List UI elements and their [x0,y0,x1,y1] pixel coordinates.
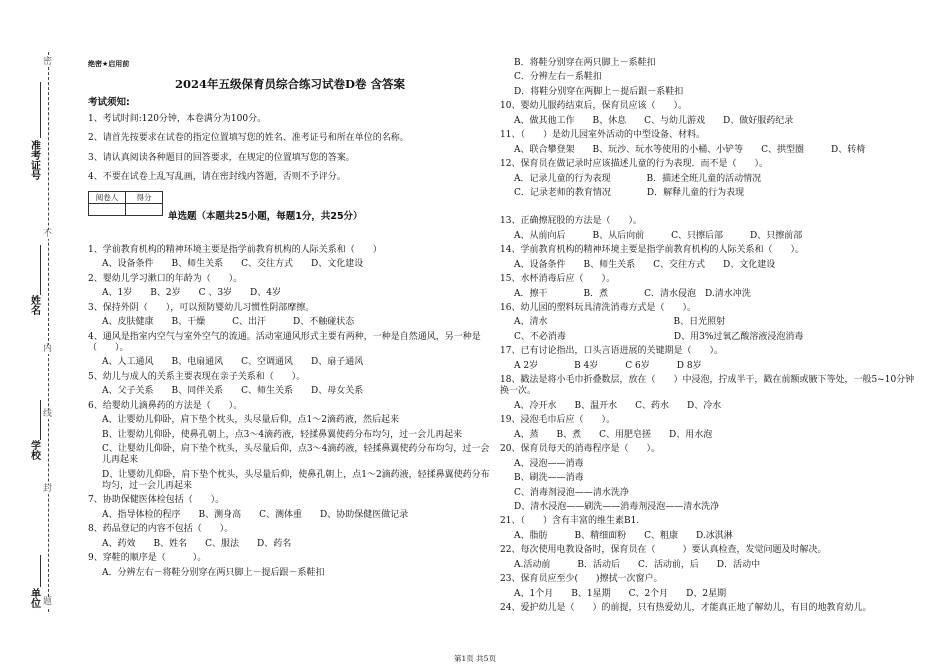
notice-item: 3、请认真阅读各种题目的回答要求，在规定的位置填写您的答案。 [88,152,355,163]
answer-options: D、让婴幼儿仰卧，肩下垫个枕头，头尽量后仰，使鼻孔朝上，点1～2滴药液，轻揉鼻翼使药分布均匀，过一会儿再起来 [102,469,490,491]
seal-mark: 密 [43,57,53,67]
answer-options: A、蒸 B、煮 C、用肥皂搓 D、用水泡 [514,429,713,440]
question-stem: 17、已有讨论指出，口头言语进展的关键期是（ ）。 [500,346,723,357]
question-stem: 23、保育员应至少( )擦拭一次窗户。 [500,574,663,585]
answer-options: A、1岁 B、2岁 C 、3岁 D、4岁 [102,288,281,299]
notice-item: 4、不要在试卷上乱写乱画，请在密封线内答题，否则不予评分。 [88,171,346,182]
answer-options: A、脂肪 B、精细面粉 C、粗康 D.冰淇淋 [514,530,733,541]
notice-item: 1、考试时间:120分钟，本卷满分为100分。 [88,114,267,124]
question-stem: 8、药品登记的内容不包括（ ）。 [88,524,234,535]
blank-line [40,82,41,138]
binding-margin [0,0,60,671]
reviewer-cell: 阅卷人 [89,192,126,204]
answer-options: A．分辨左右－将鞋分别穿在两只脚上－提后跟－系鞋扣 [102,567,325,578]
seal-mark: 内 [43,344,53,354]
answer-options: A、父子关系 B、同伴关系 C、师生关系 D、母女关系 [102,386,364,397]
seal-line [48,52,49,612]
question-list-right [500,58,920,614]
seal-mark: 线 [43,409,53,419]
answer-options: A、清水 B、日光照射 [514,317,726,328]
answer-options: A、从前向后 B、从后向前 C、只擦后部 D、只擦前部 [514,230,803,241]
answer-options: A、指导体检的程序 B、测身高 C、测体重 D、协助保健医做记录 [102,509,409,520]
page-title: 2024年五级保育员综合练习试卷D卷 含答案 [175,76,405,91]
answer-options: B、让婴幼儿仰卧，使鼻孔朝上，点3～4滴药液，轻揉鼻翼使药分布均匀，过一会儿再起来 [102,429,463,440]
answer-options: A、皮肤健康 B、干燥 C、出汗 D、不触碰状态 [102,317,355,328]
notice-item: 2、请首先按要求在试卷的指定位置填写您的姓名、准考证号和所在单位的名称。 [88,133,409,144]
question-stem: 6、给婴幼儿滴鼻药的方法是（ ）。 [88,400,243,411]
answer-options: A、药效 B、姓名 C、服法 D、药名 [102,538,292,549]
label-xingming: 姓名 [28,295,40,315]
question-stem: 3、保持外阴（ ），可以预防婴幼儿习惯性阴部摩擦。 [88,302,315,313]
blank-line [40,555,41,587]
answer-options: A、联合攀登架 B、玩沙、玩水等使用的小桶、小铲等 C、拱型圈 D、转椅 [514,144,866,155]
answer-options: A、让婴幼儿仰卧，肩下垫个枕头，头尽量后仰，点1～2滴药液，然后起来 [102,415,399,426]
question-stem: 22、每次使用电教设备时，保育员在（ ）要认真检查，发觉问题及时解决。 [500,545,827,556]
question-stem: 19、浸泡毛巾后应（ ）。 [500,415,615,426]
spacer [500,202,920,216]
section-heading: 单选题（本题共25小题，每题1分，共25分） [168,211,363,222]
seal-mark: 不 [43,229,53,239]
answer-options: A 2岁 B 4岁 C 6岁 D 8岁 [514,360,702,371]
question-stem: 4、通风是指室内空气与室外空气的流通。活动室通风形式主要有两种，一种是自然通风，另一种是（ ）。 [88,331,481,353]
answer-options: A、人工通风 B、电扇通风 C、空调通风 D、扇子通风 [102,357,364,368]
answer-options: C．记录老师的教育情况 D．解释儿童的行为表现 [514,187,745,198]
notice-list [88,114,492,183]
confidential-mark: 绝密★启用前 [88,60,130,68]
score-box [88,191,163,216]
left-column [88,60,492,582]
question-stem: 12、保育员在做记录时应该描述儿童的行为表现．而不是（ ）。 [500,159,768,170]
section-header [88,191,492,245]
answer-options: B、刷洗——消毒 [514,473,584,484]
label-xuexiao: 学校 [28,440,40,460]
score-blank[interactable] [126,204,163,216]
answer-options: C、让婴幼儿仰卧，肩下垫个枕头，头尽量后仰，点3～4滴药液，轻揉鼻翼使药分布均匀，过一会儿再起来 [102,443,490,466]
answer-options: B．将鞋分别穿在两只脚上－系鞋扣 [514,58,656,68]
question-stem: 20、保育员每天的消毒程序是（ ）。 [500,444,660,455]
question-list-left [88,245,492,579]
question-stem: 13、正确擦屁股的方法是（ ）。 [500,216,642,227]
answer-options: D、清水浸泡——刷洗——消毒剂浸泡——清水洗净 [514,501,720,512]
right-column [500,58,920,617]
question-stem: 10、婴幼儿服药结束后，保育员应该（ ）。 [500,101,687,112]
question-stem: 24、爱护幼儿是（ ）的前提，只有热爱幼儿，才能真正地了解幼儿，有目的地教育幼儿。 [500,603,872,613]
question-stem: 14、学前教育机构的精神环境主要是指学前教育机构的人际关系和（ ）。 [500,245,804,256]
question-stem: 2、婴幼儿学习漱口的年龄为（ ）。 [88,273,243,284]
blank-line [40,245,41,295]
notice-heading: 考试须知: [88,97,130,109]
reviewer-blank[interactable] [89,204,126,216]
page-footer: 第1页 共5页 [454,654,496,663]
answer-options: C、消毒剂浸泡——清水洗净 [514,487,629,498]
answer-options: C．分辨左右－系鞋扣 [514,72,602,83]
answer-options: A．擦干 B．煮 C．清水侵泡 D.清水冲洗 [514,288,751,299]
answer-options: A．记录儿童的行为表现 B．描述全班儿童的活动情况 [514,173,762,184]
question-stem: 15、水杯消毒后应（ ）。 [500,274,615,285]
answer-options: A、浸泡——消毒 [514,458,584,469]
answer-options: D．将鞋分别穿在两脚上－提后跟－系鞋扣 [514,86,684,97]
question-stem: 11、（ ）是幼儿园室外活动的中型设备、材料。 [500,130,705,141]
label-danwei: 单位 [28,588,40,608]
blank-line [40,400,41,440]
seal-mark: 题 [43,597,53,607]
question-stem: 7、协助保健医体检包括（ ）。 [88,495,225,506]
score-cell: 得分 [126,192,163,204]
question-stem: 1、学前教育机构的精神环境主要是指学前教育机构的人际关系和（ ） [88,245,382,255]
question-stem: 16、幼儿园的塑料玩具清洗消毒方式是（ ）。 [500,303,696,313]
question-stem: 9、穿鞋的顺序是（ ）。 [88,553,207,564]
seal-mark: 封 [43,484,53,494]
question-stem: 5、幼儿与成人的关系主要表现在亲子关系和（ ）。 [88,371,306,382]
answer-options: A、1个月 B、1星期 C、2个月 D、2星期 [514,588,727,599]
label-zhunkaozheng: 准考证号 [28,140,40,180]
answer-options: A.活动前 B．活动后 C．活动前，后 D．活动中 [514,559,761,570]
question-stem: 18、戳法是将小毛巾折叠数层，放在（ ）中浸泡，拧成半干，戳在前额或腋下等处，一般5~10分钟换一次。 [500,375,915,397]
answer-options: A、设备条件 B、师生关系 C、交往方式 D、文化建设 [514,259,776,270]
answer-options: A、做其他工作 B、休息 C、与幼儿游戏 D、做好服药纪录 [514,115,794,126]
answer-options: A、冷开水 B、温开水 C、药水 D、冷水 [514,400,722,411]
answer-options: A、设备条件 B、师生关系 C、交往方式 D、文化建设 [102,259,364,270]
answer-options: C、不必消毒 D、用3%过氧乙酸溶液浸泡消毒 [514,331,804,342]
question-stem: 21、（ ）含有丰富的维生素B1. [500,516,640,527]
